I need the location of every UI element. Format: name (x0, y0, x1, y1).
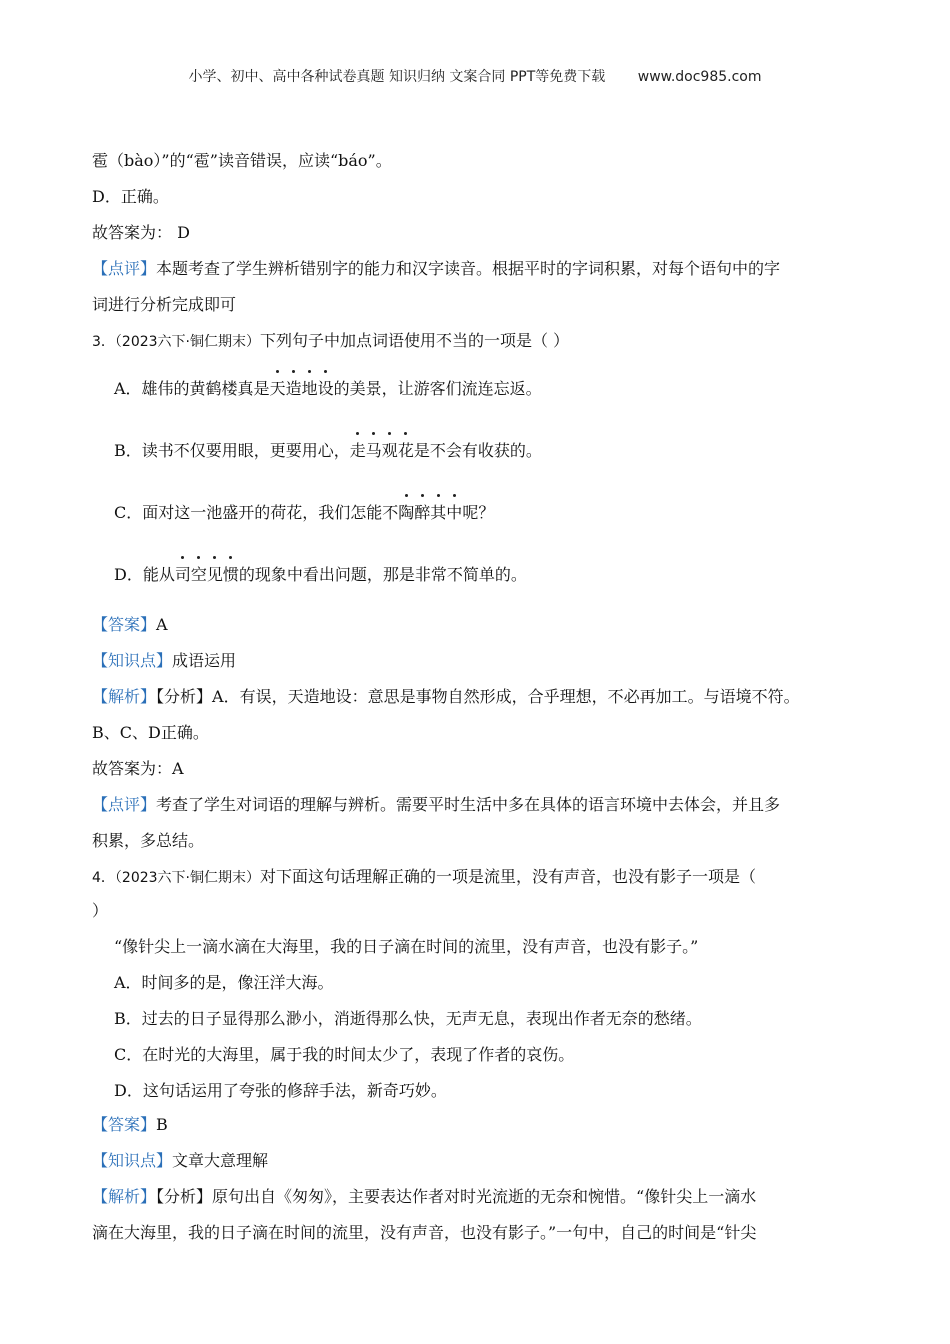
q3-final-answer: 故答案为：A (92, 759, 184, 778)
q4-option-a: A．时间多的是，像汪洋大海。 (114, 973, 334, 992)
q3-review: 【点评】考查了学生对词语的理解与辨析。需要平时生活中多在具体的语言环境中去体会，并且多 (92, 795, 781, 814)
q3-option-b: B．读书不仅要用眼，更要用心，走马观花是不会有收获的。 (114, 438, 542, 461)
q4-analysis: 【解析】【分析】原句出自《匆匆》，主要表达作者对时光流逝的无奈和惋惜。“像针尖上一滴水 (92, 1187, 757, 1206)
q4-answer: 【答案】B (92, 1115, 168, 1134)
q3-analysis-cont: B、C、D正确。 (92, 723, 209, 742)
q3-analysis: 【解析】【分析】A．有误，天造地设：意思是事物自然形成，合乎理想，不必再加工。与语境不符。 (92, 687, 800, 706)
option-d-note: D．正确。 (92, 187, 169, 206)
header-text: 小学、初中、高中各种试卷真题 知识归纳 文案合同 PPT等免费下载 (188, 69, 606, 85)
review-line-2: 词进行分析完成即可 (92, 295, 237, 314)
q4-knowledge-point: 【知识点】文章大意理解 (92, 1151, 269, 1170)
question-3-stem: 3．（2023六下·铜仁期末）下列句子中加点词语使用不当的一项是（ ） (92, 331, 570, 350)
q4-quote: “像针尖上一滴水滴在大海里，我的日子滴在时间的流里，没有声音，也没有影子。” (114, 937, 699, 956)
q4-option-b: B．过去的日子显得那么渺小，消逝得那么快，无声无息，表现出作者无奈的愁绪。 (114, 1009, 702, 1028)
q3-answer: 【答案】A (92, 615, 168, 634)
q4-analysis-cont: 滴在大海里，我的日子滴在时间的流里，没有声音，也没有影子。”一句中，自己的时间是“针尖 (92, 1223, 757, 1242)
answer-line: 故答案为： D (92, 223, 190, 242)
review-tag: 【点评】 (92, 259, 157, 278)
q3-option-a: A．雄伟的黄鹤楼真是天造地设的美景，让游客们流连忘返。 (114, 376, 542, 399)
q4-option-d: D．这句话运用了夸张的修辞手法，新奇巧妙。 (114, 1081, 447, 1100)
q3-knowledge-point: 【知识点】成语运用 (92, 651, 237, 670)
q3-option-c: C．面对这一池盛开的荷花，我们怎能不陶醉其中呢？ (114, 500, 494, 523)
q3-option-d: D．能从司空见惯的现象中看出问题，那是非常不简单的。 (114, 562, 527, 585)
review-line-1: 【点评】本题考查了学生辨析错别字的能力和汉字读音。根据平时的字词积累，对每个语句中的字 (92, 259, 781, 278)
q3-review-cont: 积累，多总结。 (92, 831, 205, 850)
question-number: 3． (92, 334, 115, 350)
q4-option-c: C．在时光的大海里，属于我的时间太少了，表现了作者的哀伤。 (114, 1045, 575, 1064)
pronunciation-note: 雹（bào）”的“雹”读音错误，应读“báo”。 (92, 151, 392, 170)
header-url[interactable]: www.doc985.com (637, 69, 762, 85)
question-4-stem-cont: ） (92, 901, 109, 920)
page-header (0, 66, 950, 86)
question-source: （2023六下·铜仁期末） (114, 334, 261, 350)
question-4-stem: 4．（2023六下·铜仁期末）对下面这句话理解正确的一项是流里，没有声音，也没有影子一项是（ (92, 867, 757, 886)
